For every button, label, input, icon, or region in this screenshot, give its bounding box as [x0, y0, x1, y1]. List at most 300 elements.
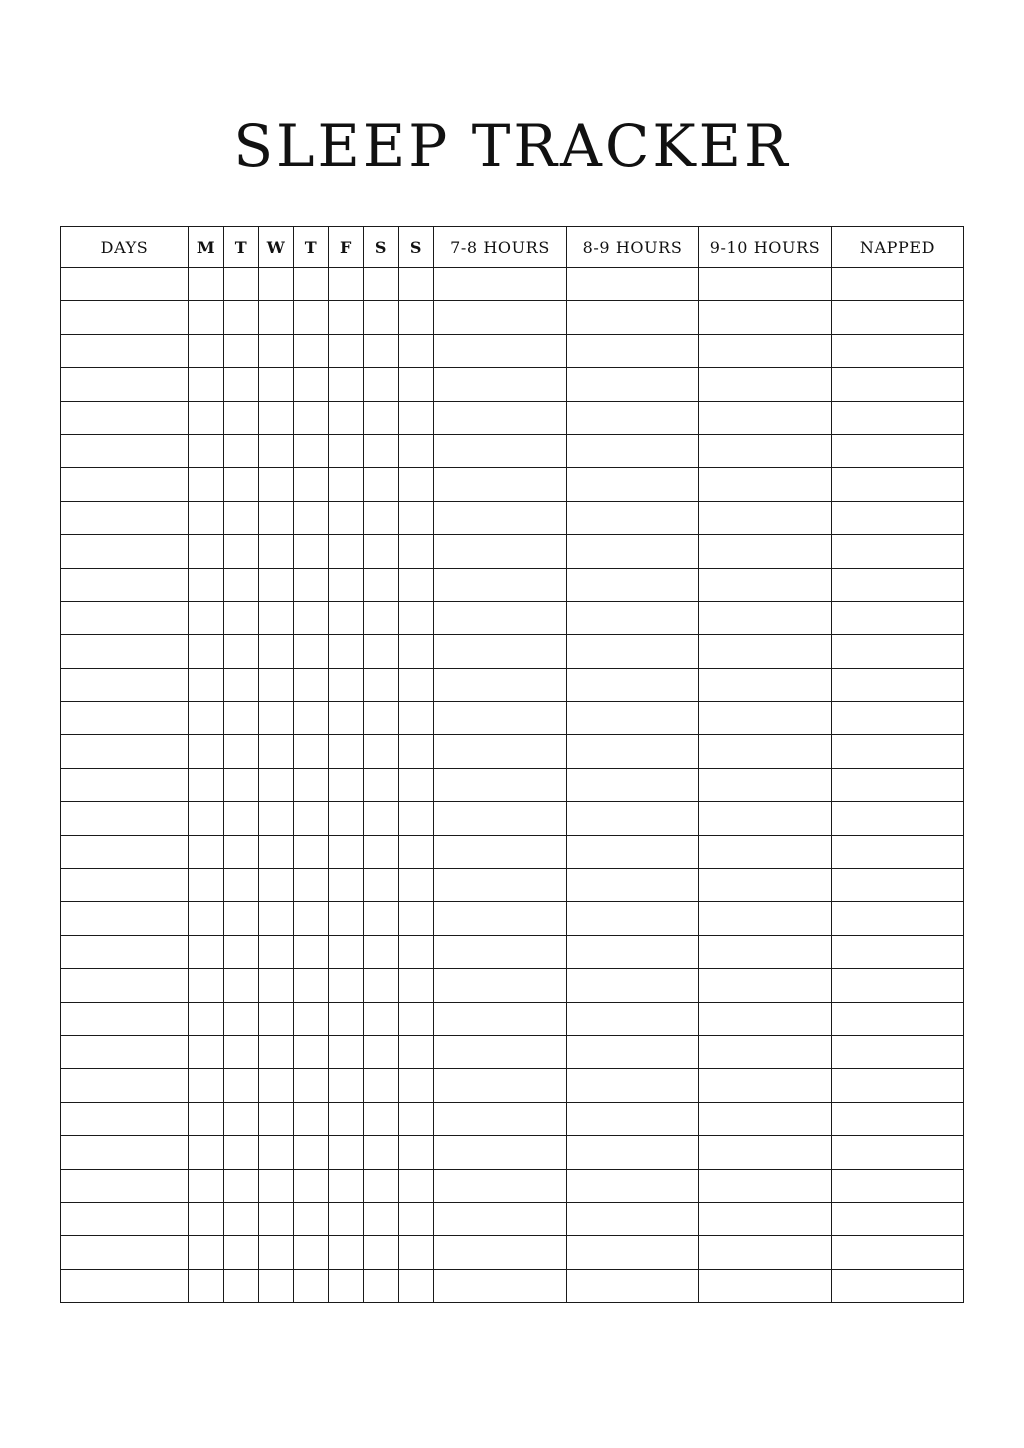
- hours-7-8-cell: [434, 268, 567, 301]
- table-row: [61, 334, 964, 367]
- days-cell: [61, 969, 189, 1002]
- tuesday-cell: [224, 601, 259, 634]
- sunday-cell: [399, 535, 434, 568]
- hours-7-8-cell: [434, 601, 567, 634]
- wednesday-cell: [259, 902, 294, 935]
- monday-cell: [189, 969, 224, 1002]
- tuesday-cell: [224, 668, 259, 701]
- table-row: [61, 835, 964, 868]
- sunday-cell: [399, 835, 434, 868]
- hours-7-8-cell: [434, 768, 567, 801]
- saturday-cell: [364, 268, 399, 301]
- hours-8-9-cell: [567, 1069, 699, 1102]
- table-row: [61, 1202, 964, 1235]
- friday-cell: [329, 468, 364, 501]
- page-title: SLEEP TRACKER: [233, 111, 791, 180]
- napped-cell: [832, 1169, 964, 1202]
- wednesday-cell: [259, 468, 294, 501]
- hours-8-9-cell: [567, 1269, 699, 1302]
- tuesday-cell: [224, 1169, 259, 1202]
- wednesday-cell: [259, 1202, 294, 1235]
- sunday-cell: [399, 869, 434, 902]
- hours-7-8-cell: [434, 935, 567, 968]
- hours-8-9-cell: [567, 869, 699, 902]
- hours-7-8-cell: [434, 468, 567, 501]
- hours-7-8-cell: [434, 1002, 567, 1035]
- tuesday-cell: [224, 468, 259, 501]
- hours-8-9-cell: [567, 969, 699, 1002]
- table-row: [61, 468, 964, 501]
- sunday-cell: [399, 1136, 434, 1169]
- hours-8-9-cell: [567, 735, 699, 768]
- monday-cell: [189, 568, 224, 601]
- friday-cell: [329, 1269, 364, 1302]
- wednesday-cell: [259, 301, 294, 334]
- thursday-cell: [294, 668, 329, 701]
- napped-cell: [832, 334, 964, 367]
- hours-7-8-cell: [434, 869, 567, 902]
- hours-9-10-cell: [699, 969, 832, 1002]
- monday-cell: [189, 869, 224, 902]
- tuesday-cell: [224, 635, 259, 668]
- friday-cell: [329, 835, 364, 868]
- table-row: [61, 401, 964, 434]
- days-cell: [61, 1236, 189, 1269]
- saturday-cell: [364, 535, 399, 568]
- table-row: [61, 434, 964, 467]
- thursday-cell: [294, 334, 329, 367]
- hours-8-9-cell: [567, 768, 699, 801]
- sunday-cell: [399, 1102, 434, 1135]
- monday-cell: [189, 802, 224, 835]
- hours-8-9-cell: [567, 835, 699, 868]
- hours-9-10-cell: [699, 501, 832, 534]
- napped-cell: [832, 802, 964, 835]
- napped-cell: [832, 535, 964, 568]
- hours-7-8-cell: [434, 401, 567, 434]
- friday-cell: [329, 902, 364, 935]
- napped-cell: [832, 1136, 964, 1169]
- sunday-cell: [399, 434, 434, 467]
- hours-9-10-cell: [699, 268, 832, 301]
- hours-7-8-header: 7-8 HOURS: [434, 227, 567, 268]
- thursday-cell: [294, 535, 329, 568]
- thursday-cell: [294, 902, 329, 935]
- hours-9-10-cell: [699, 902, 832, 935]
- friday-cell: [329, 334, 364, 367]
- thursday-cell: [294, 468, 329, 501]
- table-row: [61, 268, 964, 301]
- hours-9-10-cell: [699, 468, 832, 501]
- tuesday-cell: [224, 368, 259, 401]
- wednesday-cell: [259, 1002, 294, 1035]
- hours-7-8-cell: [434, 1269, 567, 1302]
- hours-8-9-cell: [567, 1035, 699, 1068]
- tuesday-cell: [224, 902, 259, 935]
- hours-9-10-cell: [699, 635, 832, 668]
- thursday-cell: [294, 869, 329, 902]
- wednesday-cell: [259, 969, 294, 1002]
- table-row: [61, 935, 964, 968]
- thursday-cell: [294, 1169, 329, 1202]
- thursday-cell: [294, 969, 329, 1002]
- table-row: [61, 1169, 964, 1202]
- friday-cell: [329, 1102, 364, 1135]
- tuesday-cell: [224, 1102, 259, 1135]
- days-cell: [61, 268, 189, 301]
- friday-cell: [329, 768, 364, 801]
- wednesday-cell: [259, 702, 294, 735]
- table-row: [61, 902, 964, 935]
- napped-header: NAPPED: [832, 227, 964, 268]
- hours-9-10-cell: [699, 568, 832, 601]
- wednesday-cell: [259, 535, 294, 568]
- friday-cell: [329, 869, 364, 902]
- sunday-cell: [399, 468, 434, 501]
- days-cell: [61, 1136, 189, 1169]
- days-header: DAYS: [61, 227, 189, 268]
- napped-cell: [832, 1236, 964, 1269]
- wednesday-cell: [259, 568, 294, 601]
- thursday-cell: [294, 1002, 329, 1035]
- napped-cell: [832, 902, 964, 935]
- saturday-cell: [364, 902, 399, 935]
- sunday-cell: [399, 334, 434, 367]
- days-cell: [61, 334, 189, 367]
- sunday-cell: [399, 768, 434, 801]
- wednesday-cell: [259, 1269, 294, 1302]
- days-cell: [61, 1069, 189, 1102]
- table-row: [61, 535, 964, 568]
- table-row: [61, 735, 964, 768]
- sunday-cell: [399, 1169, 434, 1202]
- napped-cell: [832, 401, 964, 434]
- napped-cell: [832, 568, 964, 601]
- table-row: [61, 568, 964, 601]
- days-cell: [61, 601, 189, 634]
- tuesday-cell: [224, 301, 259, 334]
- friday-header: F: [329, 227, 364, 268]
- saturday-cell: [364, 969, 399, 1002]
- days-cell: [61, 401, 189, 434]
- wednesday-cell: [259, 768, 294, 801]
- monday-header: M: [189, 227, 224, 268]
- wednesday-cell: [259, 434, 294, 467]
- hours-8-9-cell: [567, 1102, 699, 1135]
- hours-9-10-cell: [699, 535, 832, 568]
- saturday-cell: [364, 735, 399, 768]
- hours-7-8-cell: [434, 1169, 567, 1202]
- monday-cell: [189, 635, 224, 668]
- monday-cell: [189, 1002, 224, 1035]
- monday-cell: [189, 702, 224, 735]
- monday-cell: [189, 401, 224, 434]
- days-cell: [61, 668, 189, 701]
- thursday-cell: [294, 1035, 329, 1068]
- thursday-cell: [294, 768, 329, 801]
- hours-8-9-cell: [567, 301, 699, 334]
- days-cell: [61, 468, 189, 501]
- hours-8-9-cell: [567, 1202, 699, 1235]
- hours-7-8-cell: [434, 635, 567, 668]
- hours-8-9-cell: [567, 368, 699, 401]
- hours-9-10-cell: [699, 1136, 832, 1169]
- table-row: [61, 501, 964, 534]
- monday-cell: [189, 268, 224, 301]
- days-cell: [61, 501, 189, 534]
- table-row: [61, 869, 964, 902]
- wednesday-cell: [259, 735, 294, 768]
- napped-cell: [832, 1102, 964, 1135]
- saturday-cell: [364, 1102, 399, 1135]
- days-cell: [61, 1202, 189, 1235]
- hours-8-9-cell: [567, 501, 699, 534]
- monday-cell: [189, 1069, 224, 1102]
- napped-cell: [832, 735, 964, 768]
- hours-9-10-cell: [699, 434, 832, 467]
- sunday-cell: [399, 301, 434, 334]
- thursday-cell: [294, 1269, 329, 1302]
- tuesday-cell: [224, 535, 259, 568]
- days-cell: [61, 368, 189, 401]
- monday-cell: [189, 434, 224, 467]
- thursday-cell: [294, 735, 329, 768]
- days-cell: [61, 1269, 189, 1302]
- hours-7-8-cell: [434, 735, 567, 768]
- napped-cell: [832, 768, 964, 801]
- hours-7-8-cell: [434, 535, 567, 568]
- table-row: [61, 368, 964, 401]
- wednesday-cell: [259, 635, 294, 668]
- sunday-cell: [399, 568, 434, 601]
- napped-cell: [832, 368, 964, 401]
- table-row: [61, 1236, 964, 1269]
- tuesday-cell: [224, 434, 259, 467]
- thursday-cell: [294, 935, 329, 968]
- hours-7-8-cell: [434, 902, 567, 935]
- saturday-cell: [364, 434, 399, 467]
- tuesday-cell: [224, 568, 259, 601]
- napped-cell: [832, 1269, 964, 1302]
- tuesday-cell: [224, 702, 259, 735]
- napped-cell: [832, 702, 964, 735]
- sunday-cell: [399, 702, 434, 735]
- saturday-cell: [364, 301, 399, 334]
- days-cell: [61, 301, 189, 334]
- table-row: [61, 635, 964, 668]
- hours-7-8-cell: [434, 802, 567, 835]
- hours-7-8-cell: [434, 835, 567, 868]
- saturday-cell: [364, 835, 399, 868]
- wednesday-cell: [259, 501, 294, 534]
- friday-cell: [329, 802, 364, 835]
- napped-cell: [832, 635, 964, 668]
- tuesday-cell: [224, 869, 259, 902]
- wednesday-cell: [259, 1136, 294, 1169]
- friday-cell: [329, 1136, 364, 1169]
- friday-cell: [329, 1169, 364, 1202]
- friday-cell: [329, 268, 364, 301]
- wednesday-cell: [259, 835, 294, 868]
- days-cell: [61, 535, 189, 568]
- tuesday-cell: [224, 401, 259, 434]
- days-cell: [61, 1002, 189, 1035]
- monday-cell: [189, 1102, 224, 1135]
- hours-9-10-cell: [699, 702, 832, 735]
- thursday-cell: [294, 301, 329, 334]
- friday-cell: [329, 368, 364, 401]
- hours-8-9-cell: [567, 568, 699, 601]
- sunday-cell: [399, 1069, 434, 1102]
- days-cell: [61, 869, 189, 902]
- saturday-cell: [364, 1269, 399, 1302]
- days-cell: [61, 434, 189, 467]
- tuesday-cell: [224, 802, 259, 835]
- hours-9-10-cell: [699, 935, 832, 968]
- days-cell: [61, 1102, 189, 1135]
- friday-cell: [329, 535, 364, 568]
- sunday-cell: [399, 601, 434, 634]
- table-row: [61, 702, 964, 735]
- saturday-cell: [364, 802, 399, 835]
- friday-cell: [329, 434, 364, 467]
- hours-8-9-cell: [567, 902, 699, 935]
- saturday-cell: [364, 468, 399, 501]
- hours-9-10-cell: [699, 1102, 832, 1135]
- table-row: [61, 802, 964, 835]
- friday-cell: [329, 1002, 364, 1035]
- napped-cell: [832, 501, 964, 534]
- monday-cell: [189, 1169, 224, 1202]
- sunday-cell: [399, 1269, 434, 1302]
- hours-8-9-cell: [567, 601, 699, 634]
- wednesday-cell: [259, 601, 294, 634]
- napped-cell: [832, 268, 964, 301]
- table-row: [61, 668, 964, 701]
- wednesday-cell: [259, 368, 294, 401]
- tuesday-cell: [224, 969, 259, 1002]
- sunday-cell: [399, 668, 434, 701]
- table-row: [61, 969, 964, 1002]
- sunday-cell: [399, 368, 434, 401]
- friday-cell: [329, 668, 364, 701]
- hours-8-9-cell: [567, 468, 699, 501]
- days-cell: [61, 802, 189, 835]
- hours-9-10-cell: [699, 802, 832, 835]
- thursday-cell: [294, 1236, 329, 1269]
- saturday-cell: [364, 1202, 399, 1235]
- tuesday-cell: [224, 1236, 259, 1269]
- table-row: [61, 1269, 964, 1302]
- hours-9-10-cell: [699, 668, 832, 701]
- saturday-cell: [364, 768, 399, 801]
- saturday-cell: [364, 635, 399, 668]
- hours-8-9-cell: [567, 635, 699, 668]
- sunday-cell: [399, 1035, 434, 1068]
- thursday-header: T: [294, 227, 329, 268]
- monday-cell: [189, 301, 224, 334]
- hours-7-8-cell: [434, 1102, 567, 1135]
- table-row: [61, 1069, 964, 1102]
- wednesday-header: W: [259, 227, 294, 268]
- saturday-cell: [364, 1069, 399, 1102]
- hours-9-10-cell: [699, 1169, 832, 1202]
- saturday-cell: [364, 368, 399, 401]
- hours-7-8-cell: [434, 1035, 567, 1068]
- table-row: [61, 768, 964, 801]
- wednesday-cell: [259, 268, 294, 301]
- days-cell: [61, 568, 189, 601]
- sleep-tracker-table: [60, 226, 964, 1303]
- sunday-cell: [399, 935, 434, 968]
- wednesday-cell: [259, 1169, 294, 1202]
- friday-cell: [329, 635, 364, 668]
- hours-7-8-cell: [434, 434, 567, 467]
- thursday-cell: [294, 501, 329, 534]
- napped-cell: [832, 935, 964, 968]
- hours-8-9-cell: [567, 1236, 699, 1269]
- days-cell: [61, 835, 189, 868]
- wednesday-cell: [259, 668, 294, 701]
- sunday-header: S: [399, 227, 434, 268]
- hours-7-8-cell: [434, 501, 567, 534]
- napped-cell: [832, 1035, 964, 1068]
- friday-cell: [329, 735, 364, 768]
- hours-7-8-cell: [434, 1236, 567, 1269]
- hours-8-9-cell: [567, 668, 699, 701]
- tracker-body: [61, 268, 964, 1303]
- friday-cell: [329, 601, 364, 634]
- wednesday-cell: [259, 1236, 294, 1269]
- tuesday-cell: [224, 1035, 259, 1068]
- wednesday-cell: [259, 401, 294, 434]
- sunday-cell: [399, 735, 434, 768]
- thursday-cell: [294, 268, 329, 301]
- days-cell: [61, 768, 189, 801]
- tuesday-header: T: [224, 227, 259, 268]
- hours-9-10-cell: [699, 334, 832, 367]
- napped-cell: [832, 1202, 964, 1235]
- hours-8-9-cell: [567, 702, 699, 735]
- saturday-cell: [364, 1169, 399, 1202]
- friday-cell: [329, 401, 364, 434]
- wednesday-cell: [259, 869, 294, 902]
- thursday-cell: [294, 702, 329, 735]
- hours-8-9-cell: [567, 535, 699, 568]
- sunday-cell: [399, 902, 434, 935]
- napped-cell: [832, 468, 964, 501]
- friday-cell: [329, 501, 364, 534]
- friday-cell: [329, 1035, 364, 1068]
- tuesday-cell: [224, 735, 259, 768]
- tuesday-cell: [224, 1202, 259, 1235]
- tuesday-cell: [224, 1069, 259, 1102]
- wednesday-cell: [259, 802, 294, 835]
- monday-cell: [189, 501, 224, 534]
- hours-7-8-cell: [434, 1202, 567, 1235]
- hours-9-10-cell: [699, 601, 832, 634]
- tuesday-cell: [224, 501, 259, 534]
- days-cell: [61, 902, 189, 935]
- thursday-cell: [294, 1102, 329, 1135]
- hours-9-10-cell: [699, 1002, 832, 1035]
- thursday-cell: [294, 835, 329, 868]
- table-row: [61, 1102, 964, 1135]
- thursday-cell: [294, 1202, 329, 1235]
- tuesday-cell: [224, 1269, 259, 1302]
- hours-9-10-cell: [699, 835, 832, 868]
- sunday-cell: [399, 268, 434, 301]
